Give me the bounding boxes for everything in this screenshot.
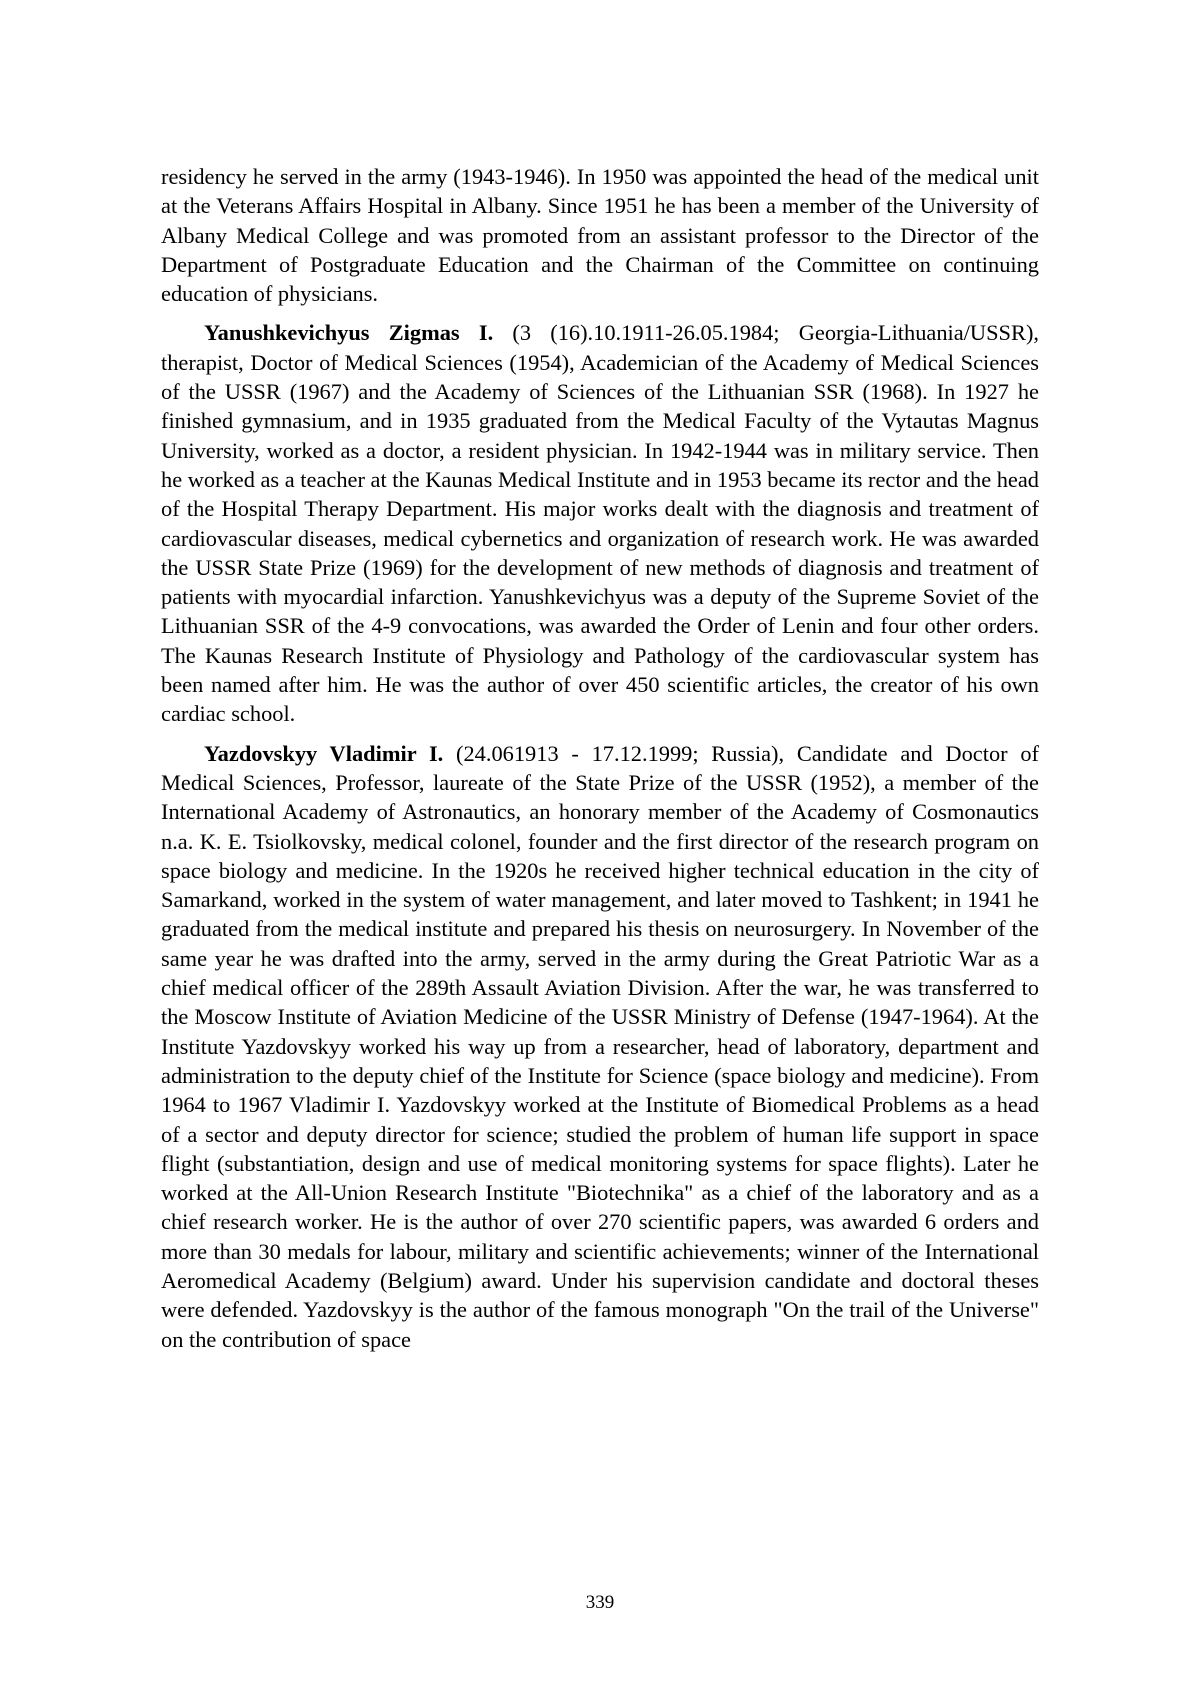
page-body	[161, 162, 1039, 1354]
entry-yanushkevichyus	[161, 318, 1039, 728]
entry-name: Yazdovskyy Vladimir I.	[204, 740, 444, 766]
page-number: 339	[585, 1592, 615, 1613]
entry-text: (24.061913 - 17.12.1999; Russia), Candidate and Doctor of Medical Sciences, Professor, laureate of the State Prize of the USSR (1952), a member of the International Academy of Astronautics, an honorary member of the Academy of Cosmonautics n.a. K. E. Tsiolkovsky, medical colonel, founder and the first director of the research program on space biology and medicine. In the 1920s he received higher technical education in the city of Samarkand, worked in the system of water management, and later moved to Tashkent; in 1941 he graduated from the medical institute and prepared his thesis on neurosurgery. In November of the same year he was drafted into the army, served in the army during the Great Patriotic War as a chief medical officer of the 289th Assault Aviation Division. After the war, he was transferred to the Moscow Institute of Aviation Medicine of the USSR Ministry of Defense (1947-1964). At the Institute Yazdovskyy worked his way up from a researcher, head of laboratory, department and administration to the deputy chief of the Institute for Science (space biology and medicine). From 1964 to 1967 Vladimir I. Yazdovskyy worked at the Institute of Biomedical Problems as a head of a sector and deputy director for science; studied the problem of human life support in space flight (substantiation, design and use of medical monitoring systems for space flights). Later he worked at the All-Union Research Institute "Biotechnika" as a chief of the laboratory and as a chief research worker. He is the author of over 270 scientific papers, was awarded 6 orders and more than 30 medals for labour, military and scientific achievements; winner of the International Aeromedical Academy (Belgium) award. Under his supervision candidate and doctoral theses were defended. Yazdovskyy is the author of the famous monograph "On the trail of the Universe" on the contribution of space	[161, 740, 1039, 1352]
entry-yazdovskyy	[161, 739, 1039, 1354]
entry-name: Yanushkevichyus Zigmas I.	[204, 320, 494, 346]
entry-text: (3 (16).10.1911-26.05.1984; Georgia-Lithuania/USSR), therapist, Doctor of Medical Sciences (1954), Academician of the Academy of Medical Sciences of the USSR (1967) and the Academy of Sciences of the Lithuanian SSR (1968). In 1927 he finished gymnasium, and in 1935 graduated from the Medical Faculty of the Vytautas Magnus University, worked as a doctor, a resident physician. In 1942-1944 was in military service. Then he worked as a teacher at the Kaunas Medical Institute and in 1953 became its rector and the head of the Hospital Therapy Department. His major works dealt with the diagnosis and treatment of cardiovascular diseases, medical cybernetics and organization of research work. He was awarded the USSR State Prize (1969) for the development of new methods of diagnosis and treatment of patients with myocardial infarction. Yanushkevichyus was a deputy of the Supreme Soviet of the Lithuanian SSR of the 4-9 convocations, was awarded the Order of Lenin and four other orders. The Kaunas Research Institute of Physiology and Pathology of the cardiovascular system has been named after him. He was the author of over 450 scientific articles, the creator of his own cardiac school.	[161, 320, 1039, 727]
paragraph-continuation	[161, 162, 1039, 308]
paragraph-text: residency he served in the army (1943-1946). In 1950 was appointed the head of the medical unit at the Veterans Affairs Hospital in Albany. Since 1951 he has been a member of the University of Albany Medical College and was promoted from an assistant professor to the Director of the Department of Postgraduate Education and the Chairman of the Committee on continuing education of physicians.	[161, 164, 1039, 307]
